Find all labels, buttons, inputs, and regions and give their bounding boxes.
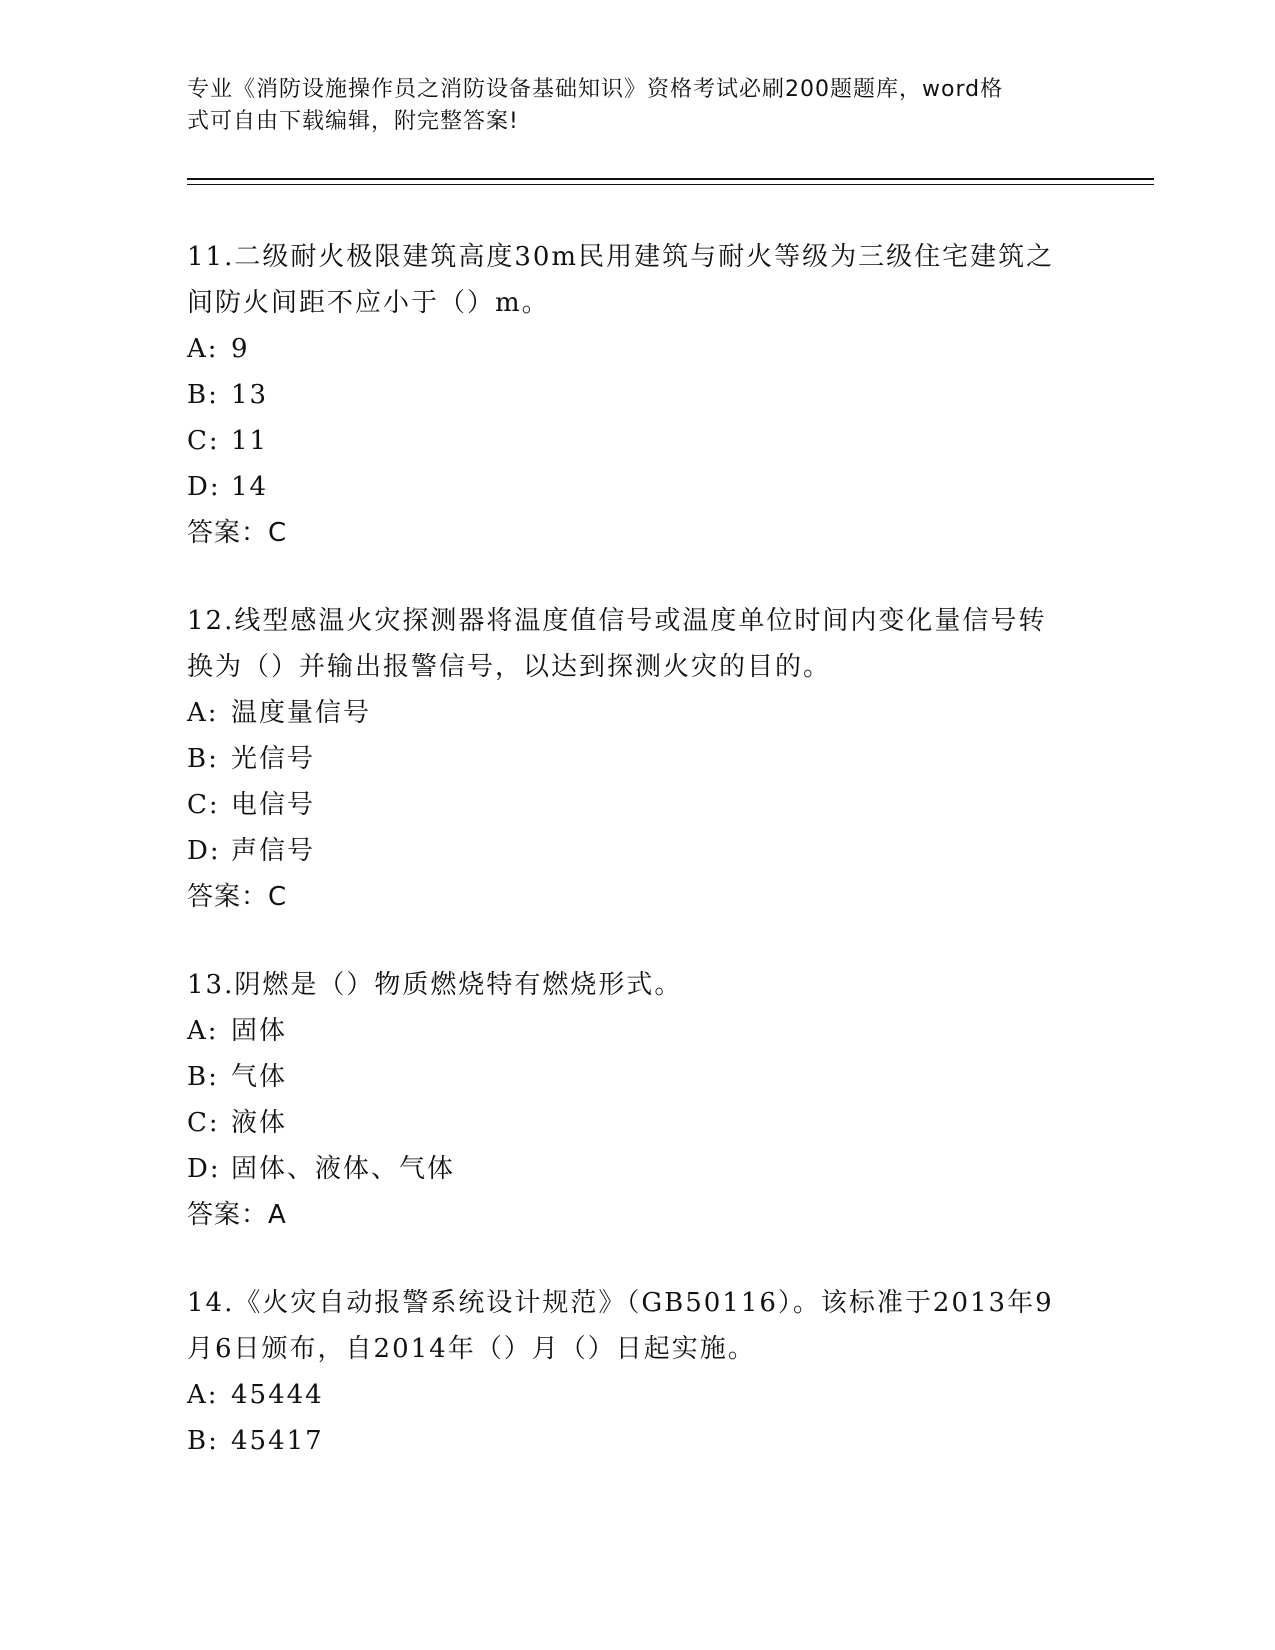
question-stem-line-1: 11.二级耐火极限建筑高度30m民用建筑与耐火等级为三级住宅建筑之 — [187, 242, 1055, 272]
document-header — [187, 74, 1087, 138]
option-text: 温度量信号 — [231, 698, 372, 728]
option-a — [187, 1372, 1087, 1418]
option-text: 45444 — [231, 1380, 324, 1410]
question-stem-line-1: 12.线型感温火灾探测器将温度值信号或温度单位时间内变化量信号转 — [187, 606, 1047, 636]
option-key: A: — [187, 698, 219, 728]
question-stem-line-2: 月6日颁布，自2014年（）月（）日起实施。 — [187, 1334, 756, 1364]
question-stem-line-2: 换为（）并输出报警信号，以达到探测火灾的目的。 — [187, 652, 832, 682]
option-key: B: — [187, 744, 219, 774]
option-text: 光信号 — [231, 744, 316, 774]
option-a — [187, 690, 1087, 736]
option-d — [187, 464, 1087, 510]
option-key: A: — [187, 334, 219, 364]
option-c — [187, 418, 1087, 464]
option-text: 固体 — [231, 1016, 288, 1046]
option-a — [187, 1008, 1087, 1054]
option-text: 13 — [231, 380, 269, 410]
option-text: 液体 — [231, 1108, 288, 1138]
question-list — [187, 234, 1087, 1506]
option-b — [187, 372, 1087, 418]
option-d — [187, 1146, 1087, 1192]
option-text: 电信号 — [231, 790, 316, 820]
question-stem-line-2: 间防火间距不应小于（）m。 — [187, 288, 550, 318]
header-intro-line-2: 式可自由下载编辑，附完整答案! — [187, 109, 519, 134]
option-key: D: — [187, 1154, 221, 1184]
option-key: B: — [187, 1062, 219, 1092]
option-d — [187, 828, 1087, 874]
question-13 — [187, 962, 1087, 1238]
option-text: 14 — [231, 472, 269, 502]
option-b — [187, 1054, 1087, 1100]
option-key: D: — [187, 836, 221, 866]
option-text: 45417 — [231, 1426, 324, 1456]
option-text: 声信号 — [231, 836, 316, 866]
question-14 — [187, 1280, 1087, 1464]
answer-line: 答案：A — [187, 1200, 287, 1230]
option-key: C: — [187, 1108, 220, 1138]
option-text: 11 — [231, 426, 269, 456]
option-c — [187, 1100, 1087, 1146]
answer-line: 答案：C — [187, 518, 288, 548]
question-stem-line-1: 14.《火灾自动报警系统设计规范》（GB50116）。该标准于2013年9 — [187, 1288, 1054, 1318]
option-text: 固体、液体、气体 — [231, 1154, 456, 1184]
option-key: A: — [187, 1380, 219, 1410]
option-key: B: — [187, 380, 219, 410]
question-12 — [187, 598, 1087, 920]
header-divider-thin — [187, 184, 1154, 185]
option-b — [187, 736, 1087, 782]
option-b — [187, 1418, 1087, 1464]
option-key: C: — [187, 790, 220, 820]
header-divider-thick — [187, 178, 1154, 180]
option-key: A: — [187, 1016, 219, 1046]
option-text: 9 — [231, 334, 250, 364]
answer-line: 答案：C — [187, 882, 288, 912]
option-text: 气体 — [231, 1062, 288, 1092]
option-key: D: — [187, 472, 221, 502]
option-key: B: — [187, 1426, 219, 1456]
option-key: C: — [187, 426, 220, 456]
option-c — [187, 782, 1087, 828]
option-a — [187, 326, 1087, 372]
question-11 — [187, 234, 1087, 556]
header-intro-line-1: 专业《消防设施操作员之消防设备基础知识》资格考试必刷200题题库，word格 — [187, 77, 1004, 102]
question-stem-line-1: 13.阴燃是（）物质燃烧特有燃烧形式。 — [187, 970, 683, 1000]
